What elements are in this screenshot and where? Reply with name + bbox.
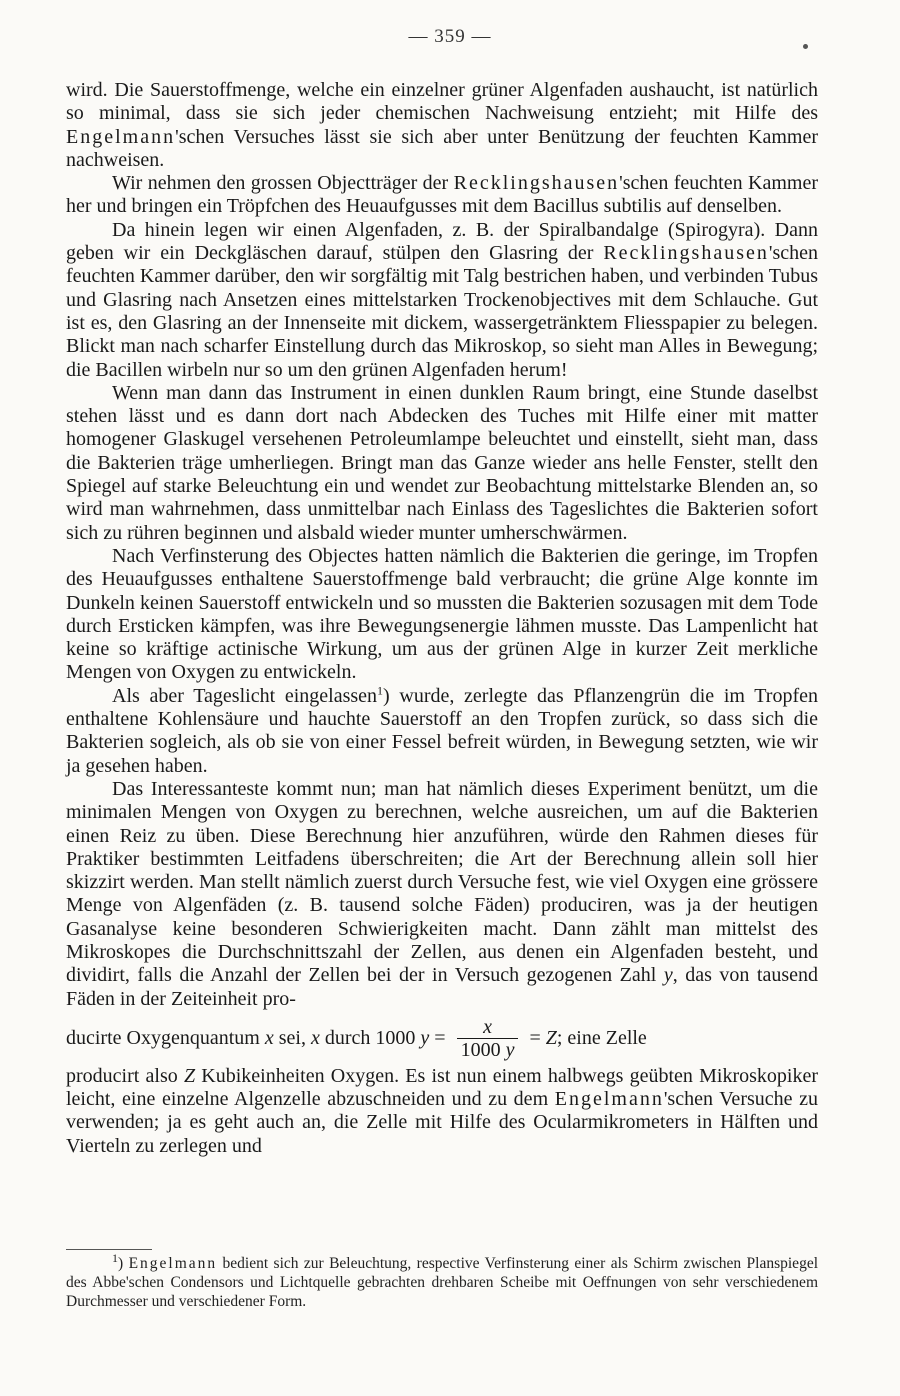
name-engelmann: Engelmann [128, 1255, 218, 1272]
name-recklingshausen: Recklingshausen [453, 172, 620, 195]
footnote-marker: 1 [112, 1250, 118, 1265]
paragraph-3-end: 'schen feuchten Kammer darüber, den wir sorgfältig mit Talg bestrichen haben, und verbinden Tubus und Glasring nach Ansetzen eines mittelstarken Trockenobjectives mit dem Schlauche. Gut ist es, den Glasring an der Innenseite mit dickem, wassergetränktem Fliesspapier zu belegen. Blickt man nach scharfer Einstellung durch das Mikroskop, so sieht man Alles in Bewegung; die Bacillen wirbeln nur so um den grünen Algenfaden herum! [66, 242, 818, 381]
footnote-reference: 1 [377, 683, 384, 698]
paragraph-2 [66, 172, 818, 219]
ink-speck [803, 44, 808, 49]
equals-sign: = [429, 1027, 451, 1050]
paragraph-6-text: Als aber Tageslicht eingelassen [112, 684, 378, 707]
paragraph-8 [66, 1065, 818, 1158]
paragraph-3-text: Da hinein legen wir einen Algenfaden, z. B. der Spiralbandalge (Spirogyra). Dann geben wir ein Deckgläschen darauf, stülpen den Glasring der [66, 218, 818, 265]
paragraph-2-text: Wir nehmen den grossen Objectträger der [112, 172, 454, 195]
paragraph-7-text: Das Interessanteste kommt nun; man hat nämlich dieses Experiment benützt, um die minimalen Mengen von Oxygen zu berechnen, welche ausreichen, um auf die Bakterien einen Reiz zu üben. Diese Berechnung hier anzuführen, würde den Rahmen dieses für Praktiker bestimmten Leitfadens überschreiten; die Art der Berechnung allein soll hier skizzirt werden. Man stellt nämlich zuerst durch Versuche fest, wie viel Oxygen eine grössere Menge von Algenfäden (z. B. tausend solche Fäden) produciren, was ja der heutigen Gasanalyse keine besonderen Schwierigkeiten macht. Dann zählt man mittelst des Mikroskopes die Durchschnittszahl der Zellen, aus denen ein Algenfaden besteht, und dividirt, falls die Anzahl der Zellen bei der in Versuch gezogenen Zahl [66, 777, 818, 987]
variable-z: Z [545, 1027, 557, 1050]
name-engelmann: Engelmann [66, 125, 176, 148]
footnote-rule [66, 1249, 152, 1250]
paragraph-8-mid: Kubikeinheiten Oxygen. Es ist nun einem halbwegs geübten Mikroskopiker leicht, eine einzelne Algenzelle abzuschneiden und zu dem [66, 1064, 818, 1111]
name-recklingshausen: Recklingshausen [603, 242, 769, 265]
paragraph-1 [66, 79, 818, 172]
fraction-numerator: x [483, 1016, 492, 1039]
equals-sign: = [524, 1027, 546, 1050]
footnote-body: bedient sich zur Beleuchtung, respective Verfinsterung einer als Schirm zwischen Planspiegel des Abbe'schen Condensors und Lichtquelle gebrachten drehbaren Scheibe mit Oeffnungen von sehr verschiedenem Durchmesser und verschiedener Form. [66, 1255, 819, 1310]
denominator-number: 1000 [460, 1039, 506, 1062]
name-engelmann: Engelmann [554, 1088, 664, 1111]
formula-line [66, 1013, 818, 1065]
fraction-denominator [457, 1038, 519, 1061]
paragraph-7 [66, 778, 818, 1011]
variable-y: y [663, 964, 673, 987]
formula-text-pre: ducirte Oxygenquantum [66, 1027, 260, 1050]
formula-text-mid: sei, [273, 1027, 311, 1050]
paragraph-6 [66, 685, 818, 778]
variable-x: x [264, 1027, 274, 1050]
denominator-variable: y [505, 1039, 515, 1062]
paragraph-6-end: ) wurde, zerlegte das Pflanzengrün die im Tropfen enthaltene Kohlensäure und hauchte Sauerstoff an den Tropfen zurück, so dass sich die Bakterien sogleich, als ob sie von einer Fessel befreit würden, in Bewegung setzten, wie wir ja gesehen haben. [66, 684, 818, 777]
variable-x: x [310, 1027, 320, 1050]
paragraph-2-end: 'schen feuchten Kammer her und bringen ein Tröpfchen des Heuaufgusses mit dem Bacillus subtilis auf denselben. [66, 172, 818, 218]
variable-y: y [420, 1027, 430, 1050]
fraction [457, 1016, 519, 1061]
formula-text-post: ; eine Zelle [556, 1027, 647, 1050]
variable-z: Z [183, 1064, 196, 1087]
paragraph-5: Nach Verfinsterung des Objectes hatten nämlich die Bakterien die geringe, im Tropfen des Heuaufgusses enthaltene Sauerstoffmenge bald verbraucht; die grüne Alge konnte im Dunkeln keinen Sauerstoff entwickeln und so mussten die Bakterien sozusagen mit dem Tode durch Ersticken kämpfen, was ihre Bewegungsenergie lähmen musste. Das Lampenlicht hat keine so kräftige actinische Wirkung, um aus der grünen Alge in kurzer Zeit merkliche Mengen von Oxygen zu entwickeln. [66, 544, 818, 684]
paragraph-8-text: producirt also [66, 1064, 184, 1087]
paragraph-8-end: 'schen Versuche zu verwenden; ja es geht auch an, die Zelle mit Hilfe des Ocularmikrometers in Hälften und Vierteln zu zerlegen und [66, 1088, 818, 1157]
paragraph-1-text: wird. Die Sauerstoffmenge, welche ein einzelner grüner Algenfaden aushaucht, ist natürlich so minimal, dass sie sich jeder chemischen Nachweisung entzieht; mit Hilfe des [66, 79, 818, 125]
paragraph-7-end: , das von tausend Fäden in der Zeiteinheit pro- [66, 964, 818, 1010]
formula-text-durch: durch 1000 [319, 1027, 421, 1050]
page-number: — 359 — [408, 26, 492, 47]
paragraph-4: Wenn man dann das Instrument in einen dunklen Raum bringt, eine Stunde daselbst stehen lässt und es dann dort nach Abdecken des Tuches mit Hilfe einer mit matter homogener Glaskugel versehenen Petroleumlampe beleuchtet und einstellt, sieht man, dass die Bakterien träge umherliegen. Bringt man das Ganze wieder ans helle Fenster, stellt den Spiegel auf starke Beleuchtung ein und wendet zur Beobachtung mittelstarke Blenden an, so wird man wahrnehmen, dass unmittelbar nach Einlass des Tageslichtes die Bakterien sofort sich zu rühren beginnen und alsbald wieder munter umherschwärmen. [66, 381, 818, 544]
paragraph-3 [66, 219, 818, 382]
paragraph-1-end: 'schen Versuches lässt sie sich aber unter Benützung der feuchten Kammer nachweisen. [66, 125, 818, 171]
body-text [66, 79, 818, 1158]
footnote-text: $^1$) Engelmann bedient sich zur Beleuchtung, respective Verfinsterung einer als Schirm zwischen Planspiegel des Abbe'schen Condensors und Lichtquelle gebrachten drehbaren Scheibe mit Oeffnungen von sehr verschiedenem Durchmesser und verschiedener Form. [66, 1250, 819, 1310]
footnote [66, 1250, 819, 1311]
